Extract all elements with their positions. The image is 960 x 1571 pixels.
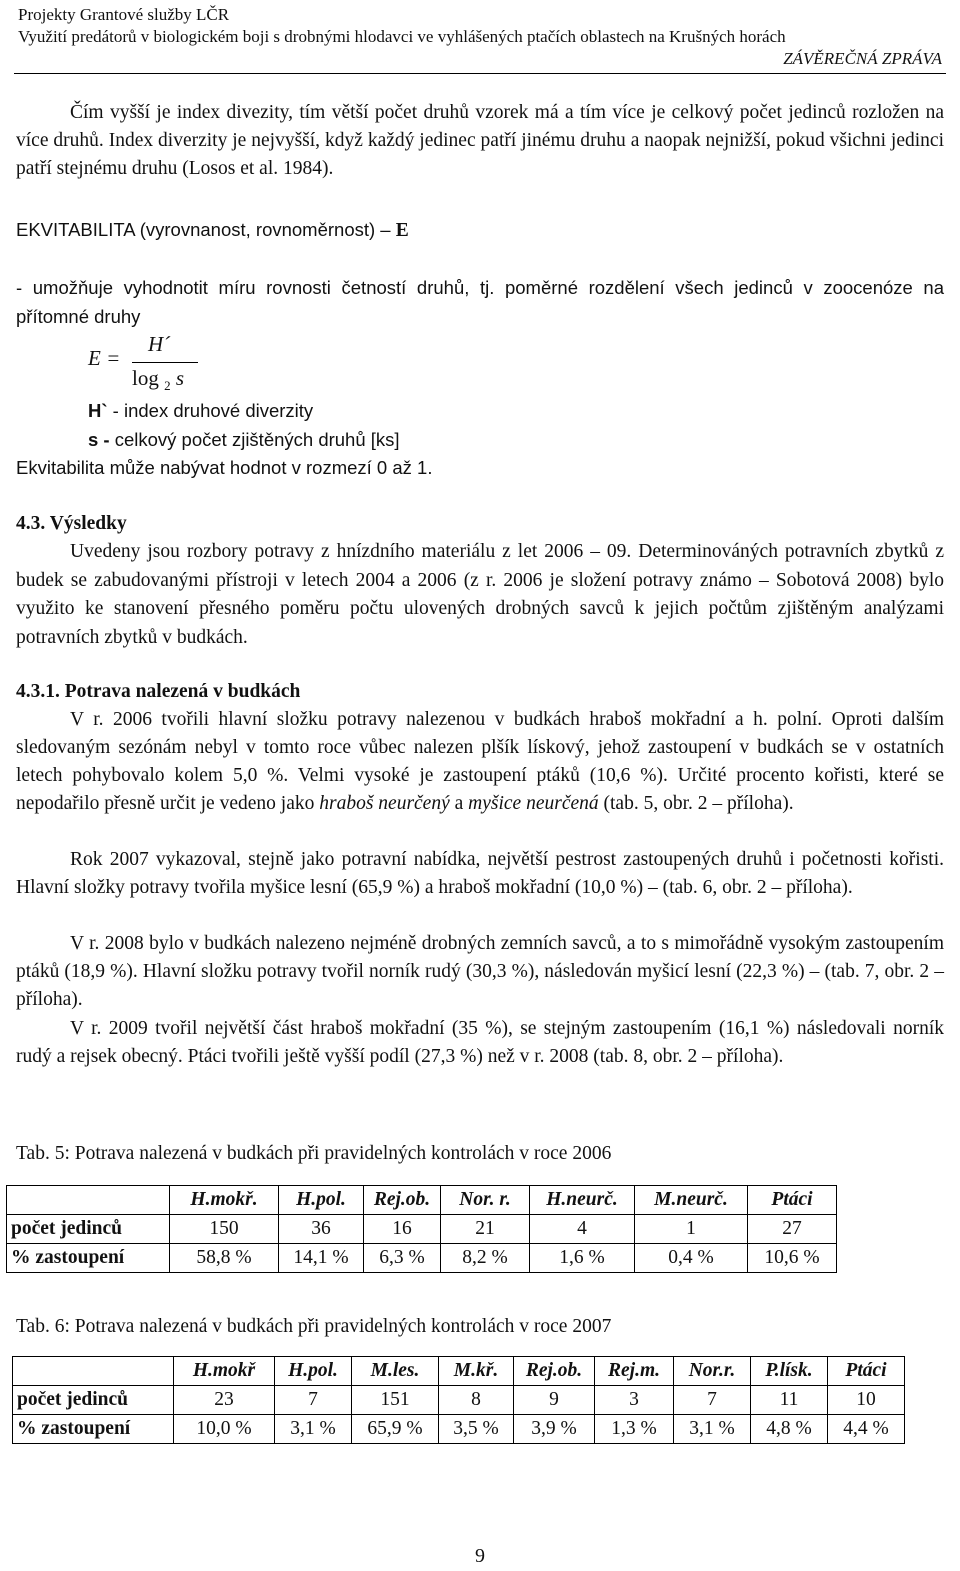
table6-col-header: P.lísk. (751, 1357, 828, 1386)
table5-header-row (7, 1186, 837, 1215)
section-431-heading: 4.3.1. Potrava nalezená v budkách (16, 681, 301, 702)
table5-col-header: M.neurč. (635, 1186, 748, 1215)
formula-denominator: log $_2$ s (132, 366, 185, 394)
table-cell: 14,1 % (279, 1244, 364, 1273)
table-cell: 11 (751, 1386, 828, 1415)
results-heading: 4.3. Výsledky (16, 513, 127, 534)
table-cell: 3 (595, 1386, 674, 1415)
header-divider (14, 73, 946, 74)
table-cell: 150 (170, 1215, 279, 1244)
table5-col-header: Ptáci (748, 1186, 837, 1215)
table-cell: 3,9 % (514, 1415, 595, 1444)
section-431-paragraph-3: V r. 2008 bylo v budkách nalezeno nejméně drobných zemních savců, a to s mimořádně vysokým zastoupením ptáků (18,9 %). Hlavní složku potravy tvořil norník rudý (30,3 %), následován myšicí lesní (22,3 %) – (tab. 7, obr. 2 – příloha). (16, 933, 944, 1010)
table-cell: 58,8 % (170, 1244, 279, 1273)
table-row (13, 1386, 905, 1415)
table6-col-header: M.les. (352, 1357, 439, 1386)
equitability-symbol: E (395, 220, 409, 241)
results-paragraph: Uvedeny jsou rozbory potravy z hnízdního materiálu z let 2006 – 09. Determinováných potravních zbytků z budek se zabudovanými přístroji v letech 2004 a 2006 (z r. 2006 je složení potravy známo – Sobotová 2008) bylo využito ke stanovení přesného poměru počtu ulovených drobných savců k jejich počtům zjištěným analýzami potravních zbytků v budkách. (16, 541, 944, 648)
table-cell: 10,6 % (748, 1244, 837, 1273)
table-cell: 7 (275, 1386, 352, 1415)
formula-numerator: H´ (148, 332, 171, 356)
section-431-paragraph-2: Rok 2007 vykazoval, stejně jako potravní nabídka, největší pestrost zastoupených druhů i početnosti kořisti. Hlavní složky potravy tvořila myšice lesní (65,9 %) a hraboš mokřadní (10,0 %) – (tab. 6, obr. 2 – příloha). (16, 849, 944, 898)
equitability-heading (16, 216, 944, 245)
table-cell: 23 (174, 1386, 275, 1415)
table6-col-header: Rej.ob. (514, 1357, 595, 1386)
table5-caption: Tab. 5: Potrava nalezená v budkách při pravidelných kontrolách v roce 2006 (16, 1143, 612, 1164)
table-cell: 6,3 % (364, 1244, 441, 1273)
table-cell: 4,4 % (828, 1415, 905, 1444)
definition-s: s - celkový počet zjištěných druhů [ks] (88, 429, 400, 450)
intro-paragraph: Čím vyšší je index divezity, tím větší počet druhů vzorek má a tím více je celkový počet jedinců rozložen na více druhů. Index diverzity je nejvyšší, když každý jedinec patří jinému druhu a naopak nejnižší, pokud všichni jedinci patří stejnému druhu (Losos et al. 1984). (16, 102, 944, 179)
table-cell: 27 (748, 1215, 837, 1244)
table-cell: 9 (514, 1386, 595, 1415)
table6-corner-cell (13, 1357, 174, 1386)
table6-col-header: Rej.m. (595, 1357, 674, 1386)
table-cell: 4 (530, 1215, 635, 1244)
table5-col-header: H.pol. (279, 1186, 364, 1215)
table5-col-header: H.neurč. (530, 1186, 635, 1215)
table-cell: 10 (828, 1386, 905, 1415)
table5 (6, 1185, 837, 1273)
table-cell: 65,9 % (352, 1415, 439, 1444)
table5-corner-cell (7, 1186, 170, 1215)
table6-caption: Tab. 6: Potrava nalezená v budkách při pravidelných kontrolách v roce 2007 (16, 1316, 612, 1337)
table5-col-header: Nor. r. (441, 1186, 530, 1215)
table-cell: 4,8 % (751, 1415, 828, 1444)
equitability-formula (88, 332, 218, 402)
table-cell: 1 (635, 1215, 748, 1244)
table6-row-label: počet jedinců (13, 1386, 174, 1415)
table5-row-label: počet jedinců (7, 1215, 170, 1244)
table-cell: 7 (674, 1386, 751, 1415)
header-project: Projekty Grantové služby LČR (18, 5, 230, 24)
table-cell: 10,0 % (174, 1415, 275, 1444)
table6-row-label: % zastoupení (13, 1415, 174, 1444)
header-report-type: ZÁVĚREČNÁ ZPRÁVA (783, 49, 942, 68)
formula-lhs: E = (88, 346, 121, 370)
table6 (12, 1356, 905, 1444)
table5-row-label: % zastoupení (7, 1244, 170, 1273)
table-cell: 151 (352, 1386, 439, 1415)
page-header (18, 4, 942, 70)
table-cell: 21 (441, 1215, 530, 1244)
header-title: Využití predátorů v biologickém boji s drobnými hlodavci ve vyhlášených ptačích oblastech na Krušných horách (18, 27, 786, 46)
table-cell: 1,6 % (530, 1244, 635, 1273)
section-431-paragraph-4: V r. 2009 tvořil největší část hraboš mokřadní (35 %), se stejným zastoupením (16,1 %) následovali norník rudý a rejsek obecný. Ptáci tvořili ještě vyšší podíl (27,3 %) než v r. 2008 (tab. 8, obr. 2 – příloha). (16, 1018, 944, 1067)
table-cell: 3,5 % (439, 1415, 514, 1444)
equitability-description: - umožňuje vyhodnotit míru rovnosti četností druhů, tj. poměrné rozdělení všech jedinců v zoocenóze na přítomné druhy (16, 277, 944, 327)
table6-col-header: M.kř. (439, 1357, 514, 1386)
equitability-heading-text: EKVITABILITA (vyrovnanost, rovnoměrnost) – (16, 219, 396, 240)
table-cell: 3,1 % (674, 1415, 751, 1444)
table-row (7, 1215, 837, 1244)
page-number: 9 (475, 1545, 485, 1567)
section-431-paragraph-1: V r. 2006 tvořili hlavní složku potravy nalezenou v budkách hraboš mokřadní a h. polní. Oproti dalším sledovaným sezónám nebyl v tomto roce vůbec nalezen plšík lískový, jehož zastoupení v budkách se v ostatních letech pohybovalo kolem 5,0 %. Velmi vysoké je zastoupení ptáků (10,6 %). Určité procento kořisti, které se nepodařilo přesně určit je vedeno jako hraboš neurčený a myšice neurčená (tab. 5, obr. 2 – příloha). (16, 709, 944, 814)
table-cell: 0,4 % (635, 1244, 748, 1273)
table6-col-header: H.pol. (275, 1357, 352, 1386)
table6-col-header: Ptáci (828, 1357, 905, 1386)
formula-fraction-bar (132, 362, 198, 363)
definition-h: H` - index druhové diverzity (88, 400, 314, 421)
equitability-range: Ekvitabilita může nabývat hodnot v rozmezí 0 až 1. (16, 457, 433, 478)
table-cell: 3,1 % (275, 1415, 352, 1444)
table-cell: 36 (279, 1215, 364, 1244)
table-cell: 1,3 % (595, 1415, 674, 1444)
table6-header-row (13, 1357, 905, 1386)
table5-col-header: H.mokř. (170, 1186, 279, 1215)
table-cell: 16 (364, 1215, 441, 1244)
table-cell: 8 (439, 1386, 514, 1415)
table-row (7, 1244, 837, 1273)
table5-col-header: Rej.ob. (364, 1186, 441, 1215)
table-cell: 8,2 % (441, 1244, 530, 1273)
table6-col-header: Nor.r. (674, 1357, 751, 1386)
table-row (13, 1415, 905, 1444)
table6-col-header: H.mokř (174, 1357, 275, 1386)
